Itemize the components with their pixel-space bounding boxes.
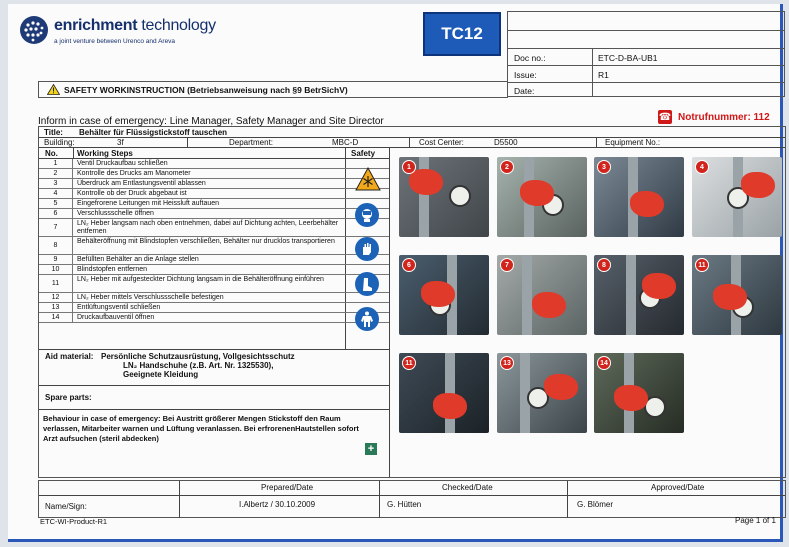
inform-text: Inform in case of emergency: Line Manager, Safety Manager and Site Director — [38, 116, 384, 127]
photo-step-number: 7 — [500, 258, 514, 272]
department-label: Department: — [229, 138, 274, 147]
emergency-number-text: Notrufnummer: 112 — [678, 111, 770, 123]
protective-clothing-icon — [355, 307, 379, 331]
step-text: Verschlussschelle öffnen — [77, 210, 154, 217]
step-text: Ventil Druckaufbau schließen — [77, 160, 168, 167]
step-number: 3 — [39, 179, 73, 189]
approved-label: Approved/Date — [651, 483, 705, 492]
photo-step-number: 3 — [597, 160, 611, 174]
footer-doc-id: ETC-WI-Product-R1 — [40, 517, 108, 526]
step-number: 7 — [39, 219, 73, 237]
issue-label: Issue: — [514, 70, 537, 80]
safety-boots-icon — [355, 272, 379, 296]
step-row — [39, 255, 389, 265]
step-number: 10 — [39, 265, 73, 275]
safety-header: Safety — [351, 149, 376, 158]
company-name: enrichment technology — [54, 17, 216, 34]
step-number: 2 — [39, 169, 73, 179]
step-text: Befüllten Behälter an die Anlage stellen — [77, 256, 199, 263]
gloves-icon — [355, 237, 379, 261]
prepared-value: I.Albertz / 30.10.2009 — [239, 500, 316, 509]
title-value: Behälter für Flüssigstickstoff tauschen — [79, 128, 228, 137]
warning-icon — [47, 84, 60, 95]
step-row — [39, 189, 389, 199]
step-text: Blindstopfen entfernen — [77, 266, 148, 273]
steps-header: Working Steps — [77, 149, 133, 158]
photo-step-number: 11 — [695, 258, 709, 272]
tc12-badge: TC12 — [423, 12, 501, 56]
step-photo — [594, 353, 684, 433]
step-row — [39, 169, 389, 179]
department-value: MBC-D — [332, 138, 359, 147]
step-photo — [594, 157, 684, 237]
step-text: LN₂ Heber mit aufgesteckter Dichtung langsam in die Behälteröffnung einführen — [77, 276, 324, 283]
step-text: Kontrolle ob der Druck abgebaut ist — [77, 190, 187, 197]
signature-table — [38, 480, 786, 518]
step-photo — [399, 353, 489, 433]
step-row — [39, 303, 389, 313]
issue-value: R1 — [598, 70, 609, 80]
step-row — [39, 209, 389, 219]
safety-title: SAFETY WORKINSTRUCTION (Betriebsanweisung nach §9 BetrSichV) — [64, 84, 348, 95]
company-subtitle: a joint venture between Urenco and Areva — [54, 38, 176, 45]
step-text: Behälteröffnung mit Blindstopfen verschließen, Behälter nur drucklos transportieren — [77, 238, 335, 245]
step-number: 8 — [39, 237, 73, 255]
emergency-behaviour: Behaviour in case of emergency: Bei Austritt größerer Mengen Stickstoff den Raum verlassen, Mitarbeiter warnen und Lüftung veranlassen. Bei erfrorenenHautstellen sofort Arzt aufsuchen (steril abdecken) — [43, 414, 359, 443]
photo-step-number: 11 — [402, 356, 416, 370]
step-photo — [692, 255, 782, 335]
step-number: 9 — [39, 255, 73, 265]
photo-step-number: 8 — [597, 258, 611, 272]
step-photo — [594, 255, 684, 335]
title-label: Title: — [44, 128, 63, 137]
photo-step-number: 14 — [597, 356, 611, 370]
step-photo — [497, 353, 587, 433]
step-row — [39, 179, 389, 189]
building-label: Building: — [44, 138, 75, 147]
photo-step-number: 6 — [402, 258, 416, 272]
footer-page: Page 1 of 1 — [735, 516, 776, 525]
step-row — [39, 219, 389, 237]
name-sign-label: Name/Sign: — [45, 502, 87, 511]
step-photo — [497, 255, 587, 335]
step-text: LN₂ Heber langsam nach oben entnehmen, dabei auf Dichtung achten, Leerbehälter entfernen — [77, 220, 339, 235]
photo-step-number: 1 — [402, 160, 416, 174]
photo-step-number: 2 — [500, 160, 514, 174]
building-value: 3f — [117, 138, 124, 147]
step-photo — [399, 157, 489, 237]
face-shield-icon — [355, 203, 379, 227]
checked-value: G. Hütten — [387, 500, 422, 509]
cost-center-value: D5500 — [494, 138, 518, 147]
step-text: LN₂ Heber mittels Verschlussschelle befestigen — [77, 294, 224, 301]
spare-parts-label: Spare parts: — [45, 393, 92, 402]
doc-info-table — [507, 11, 785, 97]
date-label: Date: — [514, 86, 535, 96]
prepared-label: Prepared/Date — [261, 483, 314, 492]
phone-icon: ☎ — [658, 111, 672, 123]
step-row — [39, 159, 389, 169]
step-photo — [692, 157, 782, 237]
checked-label: Checked/Date — [442, 483, 493, 492]
photo-step-number: 13 — [500, 356, 514, 370]
step-text: Eingefrorene Leitungen mit Heissluft auftauen — [77, 200, 220, 207]
photo-step-number: 4 — [695, 160, 709, 174]
step-number: 12 — [39, 293, 73, 303]
step-row — [39, 293, 389, 303]
steps-no-header: No. — [45, 149, 58, 158]
step-row — [39, 313, 389, 323]
step-number: 1 — [39, 159, 73, 169]
instruction-sheet — [8, 4, 783, 542]
approved-value: G. Blömer — [577, 500, 614, 509]
step-number: 4 — [39, 189, 73, 199]
first-aid-icon: + — [365, 443, 377, 455]
main-grid — [38, 126, 786, 478]
step-number: 6 — [39, 209, 73, 219]
doc-no-value: ETC-D-BA-UB1 — [598, 53, 658, 63]
step-number: 5 — [39, 199, 73, 209]
step-text: Entlüftungsventil schließen — [77, 304, 161, 311]
safety-title-box — [38, 81, 508, 98]
aid-material-label: Aid material: — [45, 352, 94, 361]
aid-material-line-3: Geeignete Kleidung — [123, 370, 199, 379]
step-number: 11 — [39, 275, 73, 293]
enrichment-technology-logo — [20, 16, 48, 44]
emergency-number — [658, 110, 770, 124]
step-number: 14 — [39, 313, 73, 323]
doc-no-label: Doc no.: — [514, 53, 546, 63]
step-photo — [399, 255, 489, 335]
step-row — [39, 199, 389, 209]
step-photo — [497, 157, 587, 237]
aid-material-line-2: LN₂ Handschuhe (z.B. Art. Nr. 1325530), — [123, 361, 274, 370]
step-row — [39, 275, 389, 293]
step-text: Überdruck am Entlastungsventil ablassen — [77, 180, 206, 187]
cold-warning-icon — [355, 167, 381, 191]
cost-center-label: Cost Center: — [419, 138, 464, 147]
equipment-label: Equipment No.: — [605, 138, 661, 147]
step-text: Druckaufbauventil öffnen — [77, 314, 155, 321]
aid-material-line-1: Persönliche Schutzausrüstung, Vollgesichtsschutz — [101, 352, 295, 361]
step-text: Kontrolle des Drucks am Manometer — [77, 170, 191, 177]
step-row — [39, 237, 389, 255]
step-number: 13 — [39, 303, 73, 313]
step-row — [39, 265, 389, 275]
